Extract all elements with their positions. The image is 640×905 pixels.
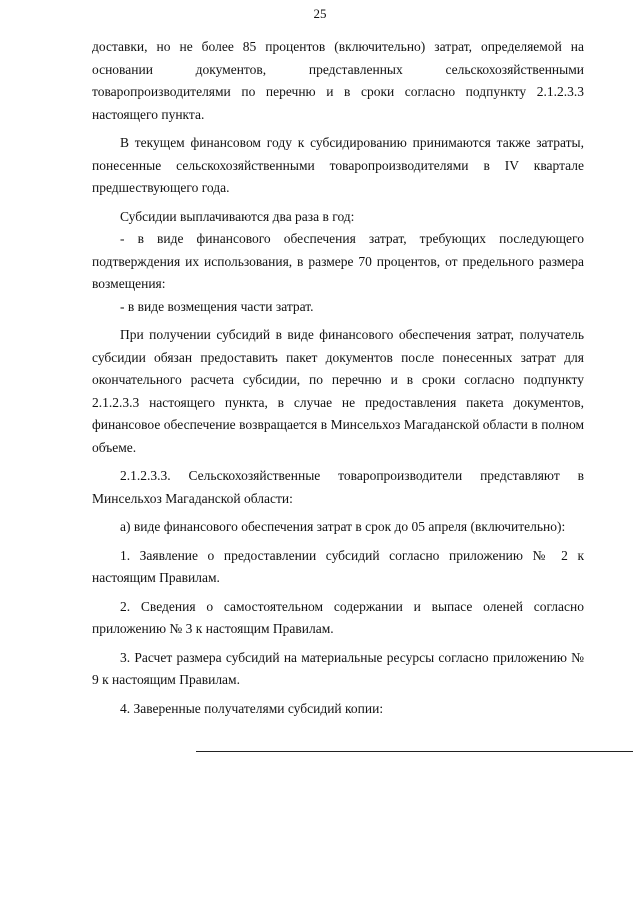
list-item: 2. Сведения о самостоятельном содержании и выпасе оленей согласно приложению № 3 к настоящим Правилам.	[92, 598, 584, 636]
paragraph: Субсидии выплачиваются два раза в год:	[120, 208, 355, 224]
list-item: 1. Заявление о предоставлении субсидий согласно приложению № 2 к настоящим Правилам.	[92, 547, 584, 585]
list-item: - в виде финансового обеспечения затрат, требующих последующего подтверждения их использования, в размере 70 процентов, от предельного размера возмещения:	[92, 231, 584, 291]
document-body	[92, 36, 584, 726]
page-number: 25	[313, 6, 327, 21]
paragraph: а) виде финансового обеспечения затрат в срок до 05 апреля (включительно):	[120, 519, 566, 534]
list-item: 3. Расчет размера субсидий на материальные ресурсы согласно приложению № 9 к настоящим Правилам.	[92, 649, 584, 687]
footer-divider	[196, 751, 633, 752]
list-item: - в виде возмещения части затрат.	[120, 298, 314, 314]
paragraph: При получении субсидий в виде финансового обеспечения затрат, получатель субсидии обязан предоставить пакет документов после понесенных затрат для окончательного расчета субсидии, по перечню и в сроки согласно подпункту 2.1.2.3.3 настоящего пункта, в случае не предоставления пакета документов, финансовое обеспечение возвращается в Минсельхоз Магаданской области в полном объеме.	[92, 327, 584, 455]
paragraph: доставки, но не более 85 процентов (включительно) затрат, определяемой на основании документов, представленных сельскохозяйственными товаропроизводителями по перечню и в сроки согласно подпункту 2.1.2.3.3 настоящего пункта.	[92, 39, 584, 122]
paragraph: В текущем финансовом году к субсидированию принимаются также затраты, понесенные сельскохозяйственными товаропроизводителями в IV квартале предшествующего года.	[92, 135, 584, 195]
list-item: 4. Заверенные получателями субсидий копии:	[120, 700, 384, 716]
section-heading-paragraph: 2.1.2.3.3. Сельскохозяйственные товаропроизводители представляют в Минсельхоз Магаданской области:	[92, 468, 584, 506]
